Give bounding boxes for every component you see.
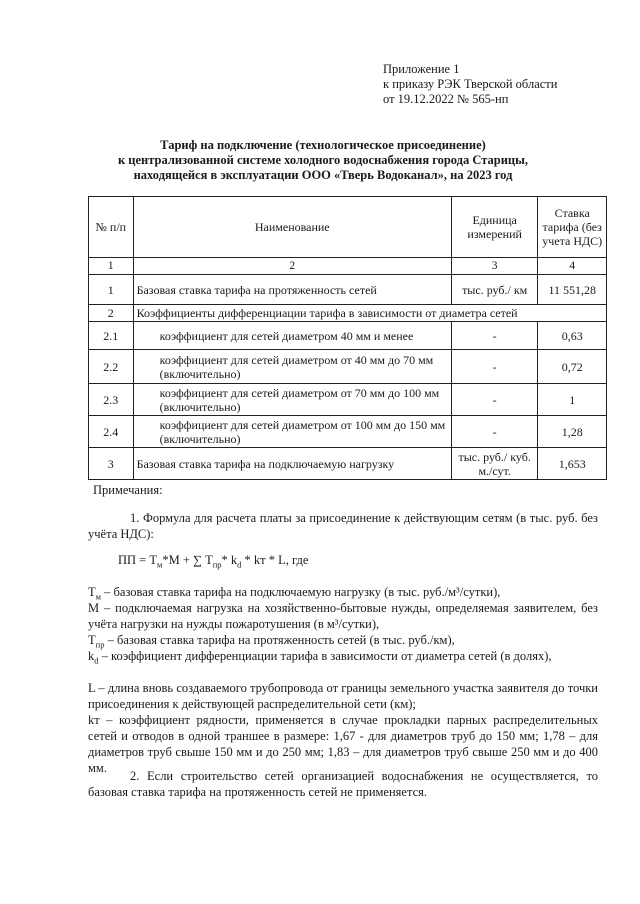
formula-part: * k (221, 553, 238, 567)
row-rate: 11 551,28 (538, 275, 607, 305)
formula-part: * kт * L, где (241, 553, 309, 567)
definition-kt: kт – коэффициент рядности, применяется в случае прокладки парных распределительных сетей и отводов в одной траншее в размере: 1,67 - для диаметров труб до 150 мм; 1,78 – для диаметров труб свыше 150 мм и до 250 мм; 1,83 – для диаметров труб свыше 250 мм и до 400 мм. (88, 713, 598, 775)
table-header-row (89, 197, 607, 258)
title-line-3: находящейся в эксплуатации ООО «Тверь Водоканал», на 2023 год (133, 168, 513, 182)
row-rate: 1,28 (538, 416, 607, 448)
definition-text: – базовая ставка тарифа на подключаемую нагрузку (в тыс. руб./м³/сутки), (101, 585, 501, 599)
row-rate: 0,63 (538, 322, 607, 350)
col-number: 4 (538, 258, 607, 275)
symbol: Т (88, 585, 96, 599)
title-line-1: Тариф на подключение (технологическое присоединение) (160, 138, 486, 152)
symbol-sub: м (95, 591, 102, 602)
notes-title: Примечания: (93, 483, 163, 497)
formula-part: ПП = Т (118, 553, 157, 567)
row-unit: - (451, 322, 538, 350)
note-item-2: 2. Если строительство сетей организацией водоснабжения не осуществляется, то базовая ставка тарифа на протяженность сетей не применяется. (88, 769, 598, 799)
definition-m: М – подключаемая нагрузка на хозяйственно-бытовые нужды, определяемая заявителем, без учёта нагрузки на нужды пожаротушения (в м³/сутки), (88, 601, 598, 631)
row-num: 2.1 (89, 322, 134, 350)
col-number: 1 (89, 258, 134, 275)
definition-l: L – длина вновь создаваемого трубопровода от границы земельного участка заявителя до точки присоединения к действующей распределительной сети (км); (88, 681, 598, 711)
title-line-2: к централизованной системе холодного водоснабжения города Старицы, (117, 153, 529, 167)
table-row (89, 416, 607, 448)
formula-sub: d (237, 559, 242, 570)
row-rate: 1 (538, 384, 607, 416)
table-row (89, 350, 607, 384)
table-row (89, 275, 607, 305)
row-num: 2.4 (89, 416, 134, 448)
document-title (90, 138, 556, 183)
row-num: 1 (89, 275, 134, 305)
row-unit: тыс. руб./ км (451, 275, 538, 305)
appendix-line-3: от 19.12.2022 № 565-нп (383, 92, 509, 106)
row-rate: 1,653 (538, 448, 607, 480)
col-number: 2 (133, 258, 451, 275)
table-row (89, 384, 607, 416)
row-name: коэффициент для сетей диаметром от 100 мм до 150 мм (включительно) (133, 416, 451, 448)
note-item-1: 1. Формула для расчета платы за присоединение к действующим сетям (в тыс. руб. без учёта НДС): (88, 511, 598, 541)
header-unit: Единица измерений (451, 197, 538, 258)
column-number-row (89, 258, 607, 275)
row-rate: 0,72 (538, 350, 607, 384)
symbol-sub: пр (95, 639, 105, 650)
col-number: 3 (451, 258, 538, 275)
row-unit: - (451, 416, 538, 448)
symbol-sub: d (94, 655, 99, 666)
row-name: Коэффициенты дифференциации тарифа в зависимости от диаметра сетей (133, 305, 606, 322)
header-rate: Ставка тарифа (без учета НДС) (538, 197, 607, 258)
table-row (89, 305, 607, 322)
row-num: 2 (89, 305, 134, 322)
definition-kd (88, 648, 598, 669)
formula (118, 553, 308, 570)
row-name: Базовая ставка тарифа на подключаемую нагрузку (133, 448, 451, 480)
appendix-line-2: к приказу РЭК Тверской области (383, 77, 558, 91)
row-name: коэффициент для сетей диаметром 40 мм и менее (133, 322, 451, 350)
definition-text: – коэффициент дифференциации тарифа в зависимости от диаметра сетей (в долях), (98, 649, 552, 663)
definition-text: – базовая ставка тарифа на протяженность сетей (в тыс. руб./км), (104, 633, 455, 647)
symbol: k (88, 649, 95, 663)
appendix-line-1: Приложение 1 (383, 62, 460, 76)
table-row (89, 448, 607, 480)
formula-sub: м (157, 559, 163, 570)
row-num: 3 (89, 448, 134, 480)
row-unit: - (451, 384, 538, 416)
header-name: Наименование (133, 197, 451, 258)
symbol: Т (88, 633, 96, 647)
tariff-table (88, 196, 607, 480)
row-unit: - (451, 350, 538, 384)
header-num: № п/п (89, 197, 134, 258)
formula-part: *М + ∑ Т (162, 553, 213, 567)
row-name: Базовая ставка тарифа на протяженность сетей (133, 275, 451, 305)
row-unit: тыс. руб./ куб. м./сут. (451, 448, 538, 480)
formula-sub: пр (212, 559, 222, 570)
row-num: 2.2 (89, 350, 134, 384)
appendix-header (383, 62, 557, 107)
row-name: коэффициент для сетей диаметром от 40 мм до 70 мм (включительно) (133, 350, 451, 384)
row-name: коэффициент для сетей диаметром от 70 мм до 100 мм (включительно) (133, 384, 451, 416)
table-row (89, 322, 607, 350)
row-num: 2.3 (89, 384, 134, 416)
